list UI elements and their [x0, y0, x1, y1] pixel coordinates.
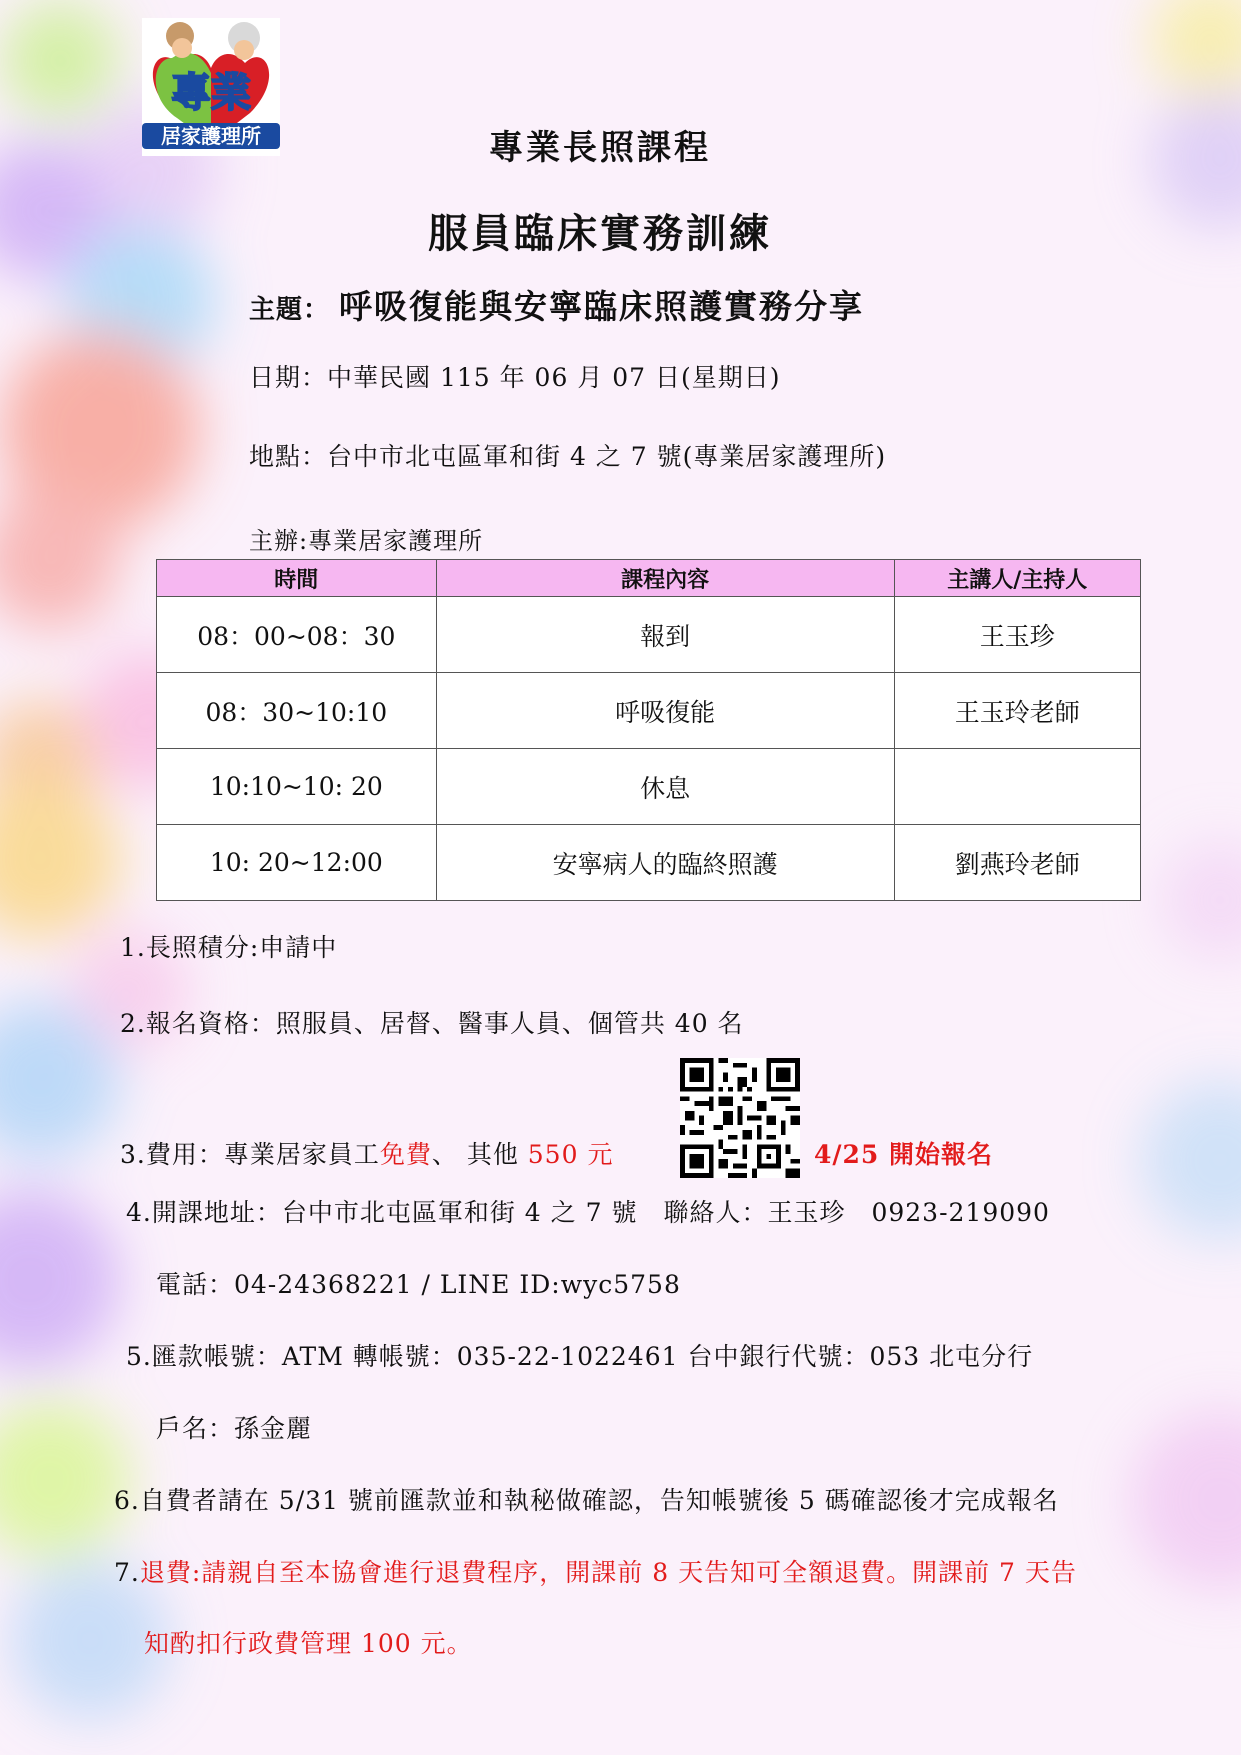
location-line: 地點：台中市北屯區軍和街 4 之 7 號(專業居家護理所)	[249, 442, 887, 471]
note-address: 4.開課地址：台中市北屯區軍和街 4 之 7 號 聯絡人：王玉珍 0923-219090	[126, 1198, 1050, 1227]
date-line: 日期：中華民國 115 年 06 月 07 日(星期日)	[249, 363, 781, 392]
row-content: 呼吸復能	[436, 673, 894, 749]
logo-big-text: 專業	[171, 70, 251, 116]
table-row	[157, 825, 1141, 901]
row-speaker: 王玉珍	[894, 597, 1140, 673]
row-time: 08：30~10:10	[157, 673, 437, 749]
row-speaker: 王玉玲老師	[894, 673, 1140, 749]
page-title: 專業長照課程	[489, 128, 711, 168]
header-speaker: 主講人/主持人	[894, 560, 1140, 597]
fee-price: 550 元	[527, 1140, 614, 1169]
row-time: 08：00~08：30	[157, 597, 437, 673]
logo-small-text: 居家護理所	[161, 124, 261, 148]
note-bank-account: 5.匯款帳號：ATM 轉帳號：035-22-1022461 台中銀行代號：053 北屯分行	[126, 1342, 1034, 1371]
note-payment-deadline: 6.自費者請在 5/31 號前匯款並和執秘做確認，告知帳號後 5 碼確認後才完成報名	[114, 1486, 1059, 1515]
table-row	[157, 749, 1141, 825]
header-time: 時間	[157, 560, 437, 597]
refund-number: 7.	[114, 1558, 140, 1587]
topic-text: 呼吸復能與安寧臨床照護實務分享	[338, 287, 864, 326]
header-content: 課程內容	[436, 560, 894, 597]
note-phone: 電話：04-24368221 / LINE ID:wyc5758	[156, 1270, 681, 1299]
note-refund	[114, 1553, 1077, 1589]
row-content: 安寧病人的臨終照護	[436, 825, 894, 901]
row-speaker	[894, 749, 1140, 825]
signup-date: 4/25 開始報名	[814, 1140, 994, 1169]
fee-mid: 、 其他	[431, 1140, 528, 1169]
row-time: 10:10~10: 20	[157, 749, 437, 825]
fee-prefix: 3.費用：專業居家員工	[120, 1140, 380, 1169]
schedule-table	[156, 559, 1141, 901]
fee-free: 免費	[379, 1140, 432, 1169]
table-row	[157, 673, 1141, 749]
schedule-header-row	[157, 560, 1141, 597]
table-row	[157, 597, 1141, 673]
row-speaker: 劉燕玲老師	[894, 825, 1140, 901]
topic-label: 主題：	[249, 295, 331, 325]
row-content: 報到	[436, 597, 894, 673]
note-eligibility: 2.報名資格：照服員、居督、醫事人員、個管共 40 名	[120, 1009, 744, 1038]
organizer-line: 主辦:專業居家護理所	[249, 527, 484, 555]
note-fee	[120, 1135, 613, 1171]
page-subtitle: 服員臨床實務訓練	[428, 210, 772, 257]
note-refund-cont: 知酌扣行政費管理 100 元。	[144, 1629, 473, 1658]
refund-text: 退費:請親自至本協會進行退費程序，開課前 8 天告知可全額退費。開課前 7 天告	[139, 1558, 1077, 1587]
qr-code-icon	[680, 1058, 800, 1178]
topic-line	[249, 281, 864, 328]
note-credits: 1.長照積分:申請中	[120, 933, 338, 962]
row-time: 10: 20~12:00	[157, 825, 437, 901]
note-account-name: 戶名：孫金麗	[156, 1414, 313, 1443]
row-content: 休息	[436, 749, 894, 825]
